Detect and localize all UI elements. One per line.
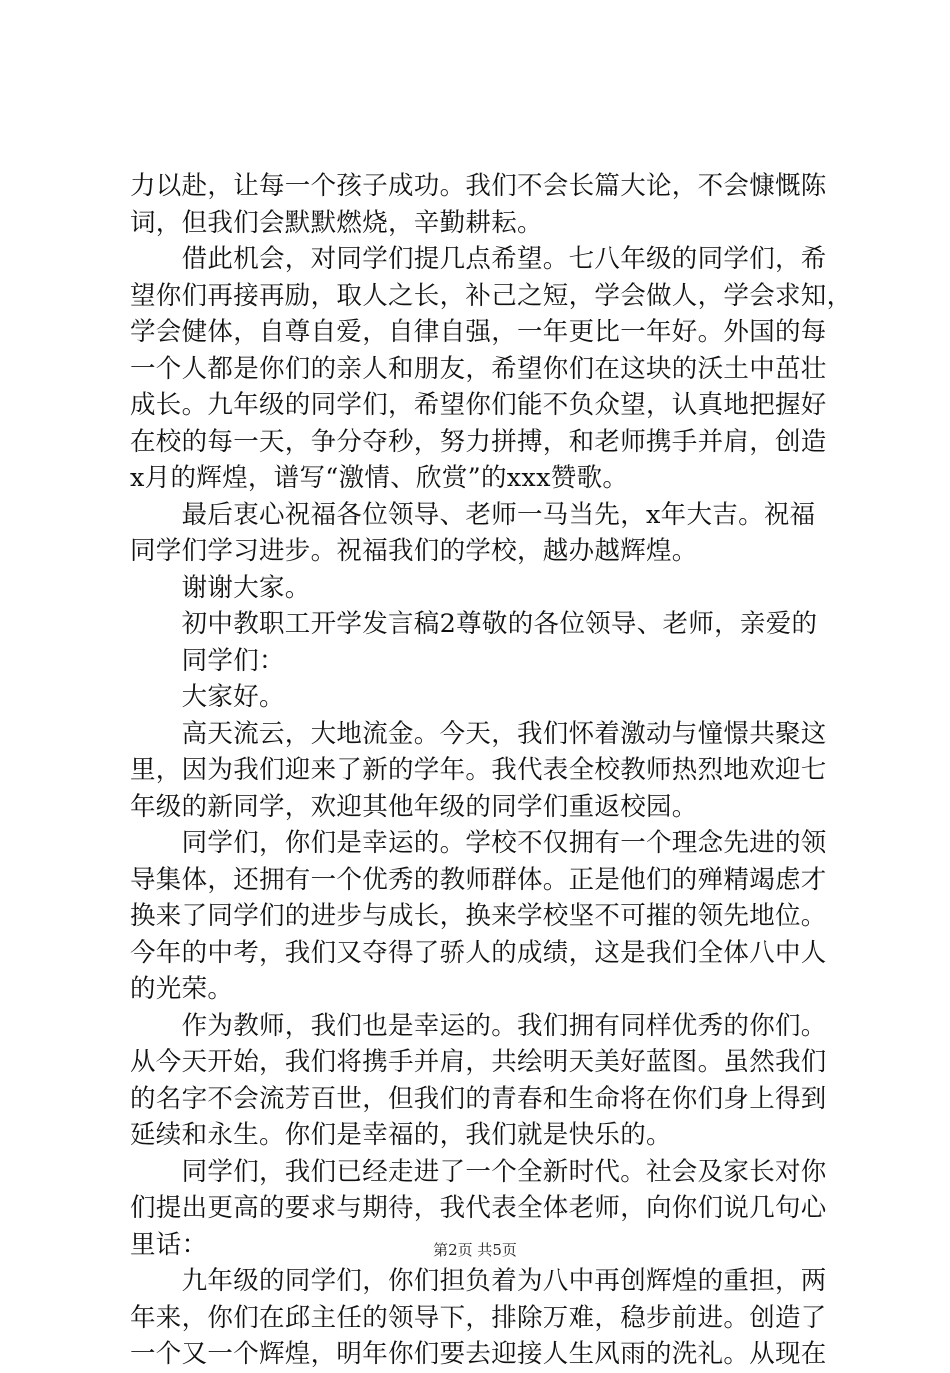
text-line: 从今天开始，我们将携手并肩，共绘明天美好蓝图。虽然我们 (130, 1047, 827, 1077)
body-text (130, 168, 853, 1373)
text-line: 最后衷心祝福各位领导、老师一马当先，x年大吉。祝福 (130, 499, 816, 530)
text-line: 学会健体，自尊自爱，自律自强，一年更比一年好。外国的每 (130, 317, 827, 347)
text-line: 大家好。 (130, 682, 285, 712)
text-line: 一个又一个辉煌，明年你们要去迎接人生风雨的洗礼。从现在 (130, 1339, 827, 1369)
text-line: 的光荣。 (130, 974, 234, 1004)
text-line: 作为教师，我们也是幸运的。我们拥有同样优秀的你们。 (130, 1010, 827, 1041)
text-line: 的名字不会流芳百世，但我们的青春和生命将在你们身上得到 (130, 1083, 827, 1114)
text-line: 年来，你们在邱主任的领导下，排除万难，稳步前进。创造了 (130, 1302, 827, 1333)
text-line: 年级的新同学，欢迎其他年级的同学们重返校园。 (130, 791, 698, 822)
page-footer: 第2页 共5页 (433, 1241, 517, 1259)
text-line: 今年的中考，我们又夺得了骄人的成绩，这是我们全体八中人 (130, 937, 827, 968)
text-line: 初中教职工开学发言稿2尊敬的各位领导、老师，亲爱的 (130, 609, 818, 639)
text-line: 一个人都是你们的亲人和朋友，希望你们在这块的沃土中茁壮 (130, 353, 827, 384)
text-line: 在校的每一天，争分夺秒，努力拼搏，和老师携手并肩，创造 (130, 426, 827, 457)
text-line: 借此机会，对同学们提几点希望。七八年级的同学们，希 (130, 244, 827, 274)
text-line: 同学们： (130, 645, 285, 676)
text-line: 同学们，我们已经走进了一个全新时代。社会及家长对你 (130, 1156, 827, 1187)
text-line: 望你们再接再励，取人之长，补己之短，学会做人，学会求知， (130, 280, 853, 311)
text-line: 里话： (130, 1229, 208, 1260)
text-line: 同学们，你们是幸运的。学校不仅拥有一个理念先进的领 (130, 828, 827, 858)
text-line: 们提出更高的要求与期待，我代表全体老师，向你们说几句心 (130, 1193, 827, 1223)
text-line: 九年级的同学们，你们担负着为八中再创辉煌的重担，两 (130, 1266, 827, 1296)
text-line: 力以赴，让每一个孩子成功。我们不会长篇大论，不会慷慨陈 (130, 171, 827, 201)
text-line: 换来了同学们的进步与成长，换来学校坚不可摧的领先地位。 (130, 901, 827, 931)
text-line: 里，因为我们迎来了新的学年。我代表全校教师热烈地欢迎七 (130, 755, 827, 785)
text-line: 成长。九年级的同学们，希望你们能不负众望，认真地把握好 (130, 390, 827, 420)
text-line: 词，但我们会默默燃烧，辛勤耕耘。 (130, 207, 543, 238)
text-line: 谢谢大家。 (130, 572, 311, 603)
text-line: x月的辉煌，谱写“激情、欣赏”的xxx赞歌。 (130, 463, 629, 493)
text-line: 同学们学习进步。祝福我们的学校，越办越辉煌。 (130, 536, 698, 566)
text-line: 高天流云，大地流金。今天，我们怀着激动与憧憬共聚这 (130, 718, 827, 749)
text-line: 导集体，还拥有一个优秀的教师群体。正是他们的殚精竭虑才 (130, 864, 827, 895)
text-line: 延续和永生。你们是幸福的，我们就是快乐的。 (130, 1120, 672, 1150)
